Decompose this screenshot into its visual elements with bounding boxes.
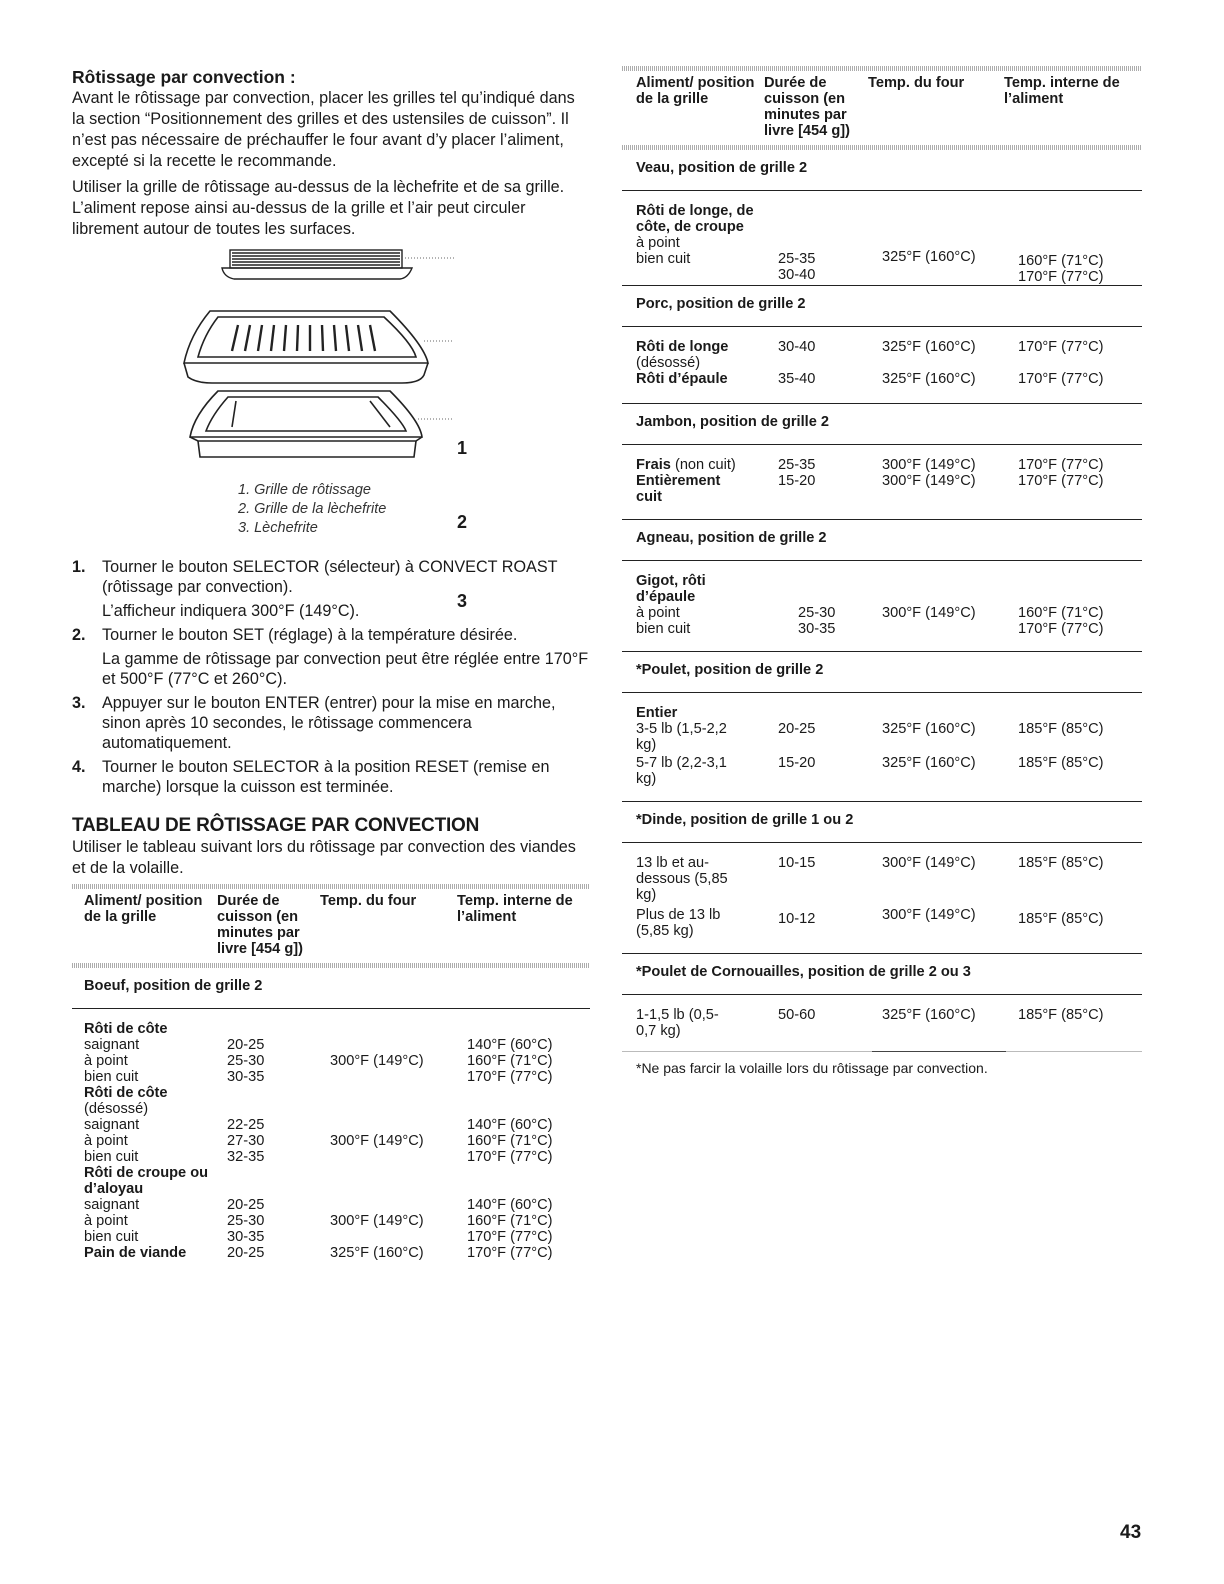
poultry-table-header xyxy=(622,71,1142,145)
doneness: à point xyxy=(84,1133,128,1149)
food-name: Rôti de longe, de côte, de croupe xyxy=(636,203,754,235)
cook-time: 50-60 xyxy=(778,995,882,1052)
footnote: *Ne pas farcir la volaille lors du rôtissage par convection. xyxy=(636,1060,988,1076)
oven-temp: 325°F (160°C) xyxy=(882,721,976,737)
table-row xyxy=(622,755,1142,802)
header-time: Durée de cuisson (en minutes par livre [454 g]) xyxy=(217,893,303,957)
food-name: Rôti d’épaule xyxy=(622,371,778,404)
header-food: Aliment/ position de la grille xyxy=(84,893,203,925)
weight: Plus de 13 lb (5,85 kg) xyxy=(622,907,778,954)
rule-dotted xyxy=(72,963,590,968)
food-note: (non cuit) xyxy=(674,457,736,473)
table-row xyxy=(622,995,1142,1052)
table-row xyxy=(72,1009,590,1086)
caption-line: 1. Grille de rôtissage xyxy=(238,482,371,498)
step-text: Tourner le bouton SELECTOR (sélecteur) à CONVECT ROAST (rôtissage par convection). xyxy=(102,558,558,596)
food-name: Pain de viande xyxy=(84,1245,187,1261)
internal-temp: 185°F (85°C) xyxy=(1018,755,1142,802)
step-item xyxy=(72,693,590,753)
header-food: Aliment/ position de la grille xyxy=(636,75,755,107)
caption-line: 2. Grille de la lèchefrite xyxy=(238,501,387,517)
table-heading: TABLEAU DE RÔTISSAGE PAR CONVECTION xyxy=(72,815,480,836)
section-row-hen xyxy=(622,954,1142,995)
broiler-grid-icon xyxy=(184,311,428,383)
section-row-chicken xyxy=(622,652,1142,693)
step-text: Tourner le bouton SET (réglage) à la température désirée. xyxy=(102,626,518,644)
cook-time: 30-40 xyxy=(778,267,816,283)
section-label: *Poulet de Cornouailles, position de grille 2 ou 3 xyxy=(622,954,1142,995)
table-header-row xyxy=(72,889,590,963)
internal-temp: 140°F (60°C) xyxy=(467,1197,553,1213)
figure-caption xyxy=(238,481,386,538)
step-text: Appuyer sur le bouton ENTER (entrer) pour la mise en marche, sinon après 10 secondes, le rôtissage commencera automatiquement. xyxy=(102,694,556,752)
cook-time: 15-20 xyxy=(778,473,882,520)
section-row-beef xyxy=(72,968,590,1009)
section-label: Veau, position de grille 2 xyxy=(622,150,1142,191)
step-number: 1. xyxy=(72,558,86,576)
section-label: Agneau, position de grille 2 xyxy=(622,520,1142,561)
cook-time: 20-25 xyxy=(227,1197,265,1213)
cook-time: 25-30 xyxy=(227,1213,265,1229)
table-row xyxy=(622,843,1142,908)
cook-time: 25-35 xyxy=(778,251,816,267)
food-note: (désossé) xyxy=(636,355,701,371)
internal-temp: 140°F (60°C) xyxy=(467,1117,553,1133)
step-note: L’afficheur indiquera 300°F (149°C). xyxy=(102,602,360,620)
food-name: Frais xyxy=(636,457,671,473)
step-number: 4. xyxy=(72,758,86,776)
internal-temp: 170°F (77°C) xyxy=(467,1149,553,1165)
table-row xyxy=(72,1085,590,1165)
doneness: bien cuit xyxy=(84,1069,139,1085)
weight: 3-5 lb (1,5-2,2 kg) xyxy=(636,721,727,753)
doneness: à point xyxy=(84,1213,128,1229)
weight: 13 lb et au-dessous (5,85 kg) xyxy=(636,855,728,903)
table-row xyxy=(622,191,1142,286)
weight: 5-7 lb (2,2-3,1 kg) xyxy=(622,755,778,802)
internal-temp: 170°F (77°C) xyxy=(467,1069,553,1085)
internal-temp: 140°F (60°C) xyxy=(467,1037,553,1053)
internal-temp: 185°F (85°C) xyxy=(1018,907,1142,954)
food-name: Rôti de côte xyxy=(84,1085,168,1101)
oven-temp: 325°F (160°C) xyxy=(882,755,1018,802)
rule-dotted xyxy=(72,884,590,889)
rack-paragraph: Utiliser la grille de rôtissage au-dessus de la lèchefrite et de sa grille. L’aliment repose ainsi au-dessus de la grille et l’air peut circuler librement autour de toutes les surfaces. xyxy=(72,178,565,238)
cook-time: 15-20 xyxy=(778,755,882,802)
cook-time: 35-40 xyxy=(778,371,882,404)
doneness: bien cuit xyxy=(636,251,691,267)
section-label: *Poulet, position de grille 2 xyxy=(622,652,1142,693)
oven-temp: 300°F (149°C) xyxy=(882,855,976,871)
internal-temp: 160°F (71°C) xyxy=(467,1133,553,1149)
internal-temp: 170°F (77°C) xyxy=(1018,457,1104,473)
doneness: saignant xyxy=(84,1117,140,1133)
intro-paragraph: Avant le rôtissage par convection, placer les grilles tel qu’indiqué dans la section “Positionnement des grilles et des ustensiles de cuisson”. Il n’est pas nécessaire de préchauffer le four avant d’y placer l’aliment, excepté si la recette le recommande. xyxy=(72,89,575,170)
table-row xyxy=(622,721,1142,755)
oven-temp: 300°F (149°C) xyxy=(882,907,1018,954)
internal-temp: 170°F (77°C) xyxy=(1018,371,1142,404)
internal-temp: 170°F (77°C) xyxy=(1018,339,1104,355)
table-row xyxy=(622,561,1142,652)
section-label: *Dinde, position de grille 1 ou 2 xyxy=(622,802,1142,843)
section-row-lamb xyxy=(622,520,1142,561)
cook-time: 25-30 xyxy=(798,605,836,621)
internal-temp: 160°F (71°C) xyxy=(1018,253,1104,269)
doneness: à point xyxy=(84,1053,128,1069)
step-text: Tourner le bouton SELECTOR à la position RESET (remise en marche) lorsque la cuisson est terminée. xyxy=(102,758,550,796)
cook-time: 20-25 xyxy=(778,721,816,737)
food-name: Rôti de côte xyxy=(84,1021,168,1037)
weight: 1-1,5 lb (0,5-0,7 kg) xyxy=(622,995,778,1052)
cook-time: 30-40 xyxy=(778,339,816,355)
cook-time: 25-35 xyxy=(778,457,816,473)
footnote-rule xyxy=(872,1051,1006,1052)
roasting-pan-illustration xyxy=(72,245,492,481)
food-name: Gigot, rôti d’épaule xyxy=(636,573,706,605)
food-name: Rôti de longe xyxy=(636,339,729,355)
oven-temp: 300°F (149°C) xyxy=(330,1053,424,1069)
food-name: Entier xyxy=(636,705,678,721)
right-column xyxy=(622,66,1142,1076)
callout-1: 1 xyxy=(457,438,468,458)
left-column xyxy=(72,66,590,1261)
doneness: saignant xyxy=(84,1197,140,1213)
cook-time: 30-35 xyxy=(798,621,836,637)
cook-time: 20-25 xyxy=(227,1245,265,1261)
meat-poultry-rows xyxy=(622,150,1142,1052)
header-time: Durée de cuisson (en minutes par livre [454 g]) xyxy=(764,75,850,139)
section-label: Porc, position de grille 2 xyxy=(622,286,1142,327)
table-row xyxy=(622,693,1142,722)
step-number: 3. xyxy=(72,694,86,712)
section-label: Boeuf, position de grille 2 xyxy=(72,968,590,1009)
cook-time: 30-35 xyxy=(227,1229,265,1245)
table-row xyxy=(622,445,1142,474)
cook-time: 20-25 xyxy=(227,1037,265,1053)
roasting-rack-icon xyxy=(222,250,412,279)
oven-temp: 300°F (149°C) xyxy=(882,473,1018,520)
steps-list xyxy=(72,557,590,797)
section-title: Rôtissage par convection : xyxy=(72,67,296,87)
caption-line: 3. Lèchefrite xyxy=(238,520,318,536)
internal-temp: 170°F (77°C) xyxy=(1018,269,1104,285)
broiler-pan-icon xyxy=(190,391,422,457)
food-name: Rôti de croupe ou d’aloyau xyxy=(84,1165,209,1197)
header-oven: Temp. du four xyxy=(868,75,965,91)
oven-temp: 325°F (160°C) xyxy=(882,249,976,265)
food-name: Entièrement cuit xyxy=(622,473,778,520)
table-row xyxy=(622,473,1142,520)
cook-time: 32-35 xyxy=(227,1149,265,1165)
beef-table xyxy=(72,889,590,963)
oven-temp: 300°F (149°C) xyxy=(882,605,976,621)
oven-temp: 325°F (160°C) xyxy=(882,995,1018,1052)
internal-temp: 185°F (85°C) xyxy=(1018,721,1104,737)
section-row-ham xyxy=(622,404,1142,445)
doneness: bien cuit xyxy=(84,1149,139,1165)
table-row xyxy=(622,907,1142,954)
table-row xyxy=(72,1165,590,1245)
section-row-pork xyxy=(622,286,1142,327)
oven-temp: 300°F (149°C) xyxy=(330,1213,424,1229)
internal-temp: 185°F (85°C) xyxy=(1018,995,1142,1052)
doneness: à point xyxy=(636,605,680,621)
cook-time: 10-12 xyxy=(778,907,882,954)
oven-temp: 325°F (160°C) xyxy=(330,1245,424,1261)
food-note: (désossé) xyxy=(84,1101,149,1117)
table-row xyxy=(72,1245,590,1261)
cook-time: 30-35 xyxy=(227,1069,265,1085)
step-number: 2. xyxy=(72,626,86,644)
header-internal: Temp. interne de l’aliment xyxy=(1004,75,1120,107)
doneness: bien cuit xyxy=(636,621,691,637)
internal-temp: 170°F (77°C) xyxy=(1018,621,1104,637)
page-number: 43 xyxy=(1120,1522,1142,1543)
doneness: saignant xyxy=(84,1037,140,1053)
internal-temp: 170°F (77°C) xyxy=(1018,473,1142,520)
rule-dotted xyxy=(622,66,1142,71)
beef-rows xyxy=(72,968,590,1261)
oven-temp: 300°F (149°C) xyxy=(330,1133,424,1149)
oven-temp: 300°F (149°C) xyxy=(882,457,976,473)
internal-temp: 160°F (71°C) xyxy=(467,1213,553,1229)
internal-temp: 170°F (77°C) xyxy=(467,1229,553,1245)
table-row xyxy=(622,371,1142,404)
table-intro: Utiliser le tableau suivant lors du rôtissage par convection des viandes et de la volaille. xyxy=(72,838,576,877)
step-item xyxy=(72,625,590,689)
internal-temp: 160°F (71°C) xyxy=(1018,605,1104,621)
internal-temp: 185°F (85°C) xyxy=(1018,855,1104,871)
step-note: La gamme de rôtissage par convection peut être réglée entre 170°F et 500°F (77°C et 260°C). xyxy=(102,650,589,688)
table-header-row xyxy=(622,71,1142,145)
section-label: Jambon, position de grille 2 xyxy=(622,404,1142,445)
table-row xyxy=(622,327,1142,372)
internal-temp: 170°F (77°C) xyxy=(467,1245,553,1261)
internal-temp: 160°F (71°C) xyxy=(467,1053,553,1069)
cook-time: 25-30 xyxy=(227,1053,265,1069)
callout-2: 2 xyxy=(457,512,468,532)
oven-temp: 325°F (160°C) xyxy=(882,371,1018,404)
section-row-turkey xyxy=(622,802,1142,843)
oven-temp: 325°F (160°C) xyxy=(882,339,976,355)
doneness: à point xyxy=(636,235,680,251)
step-item xyxy=(72,557,590,621)
callout-3: 3 xyxy=(457,591,468,611)
header-oven: Temp. du four xyxy=(320,893,417,909)
cook-time: 27-30 xyxy=(227,1133,265,1149)
rule-dotted xyxy=(622,145,1142,150)
header-internal: Temp. interne de l’aliment xyxy=(457,893,573,925)
cook-time: 10-15 xyxy=(778,855,816,871)
section-row-veal xyxy=(622,150,1142,191)
step-item xyxy=(72,757,590,797)
doneness: bien cuit xyxy=(84,1229,139,1245)
cook-time: 22-25 xyxy=(227,1117,265,1133)
